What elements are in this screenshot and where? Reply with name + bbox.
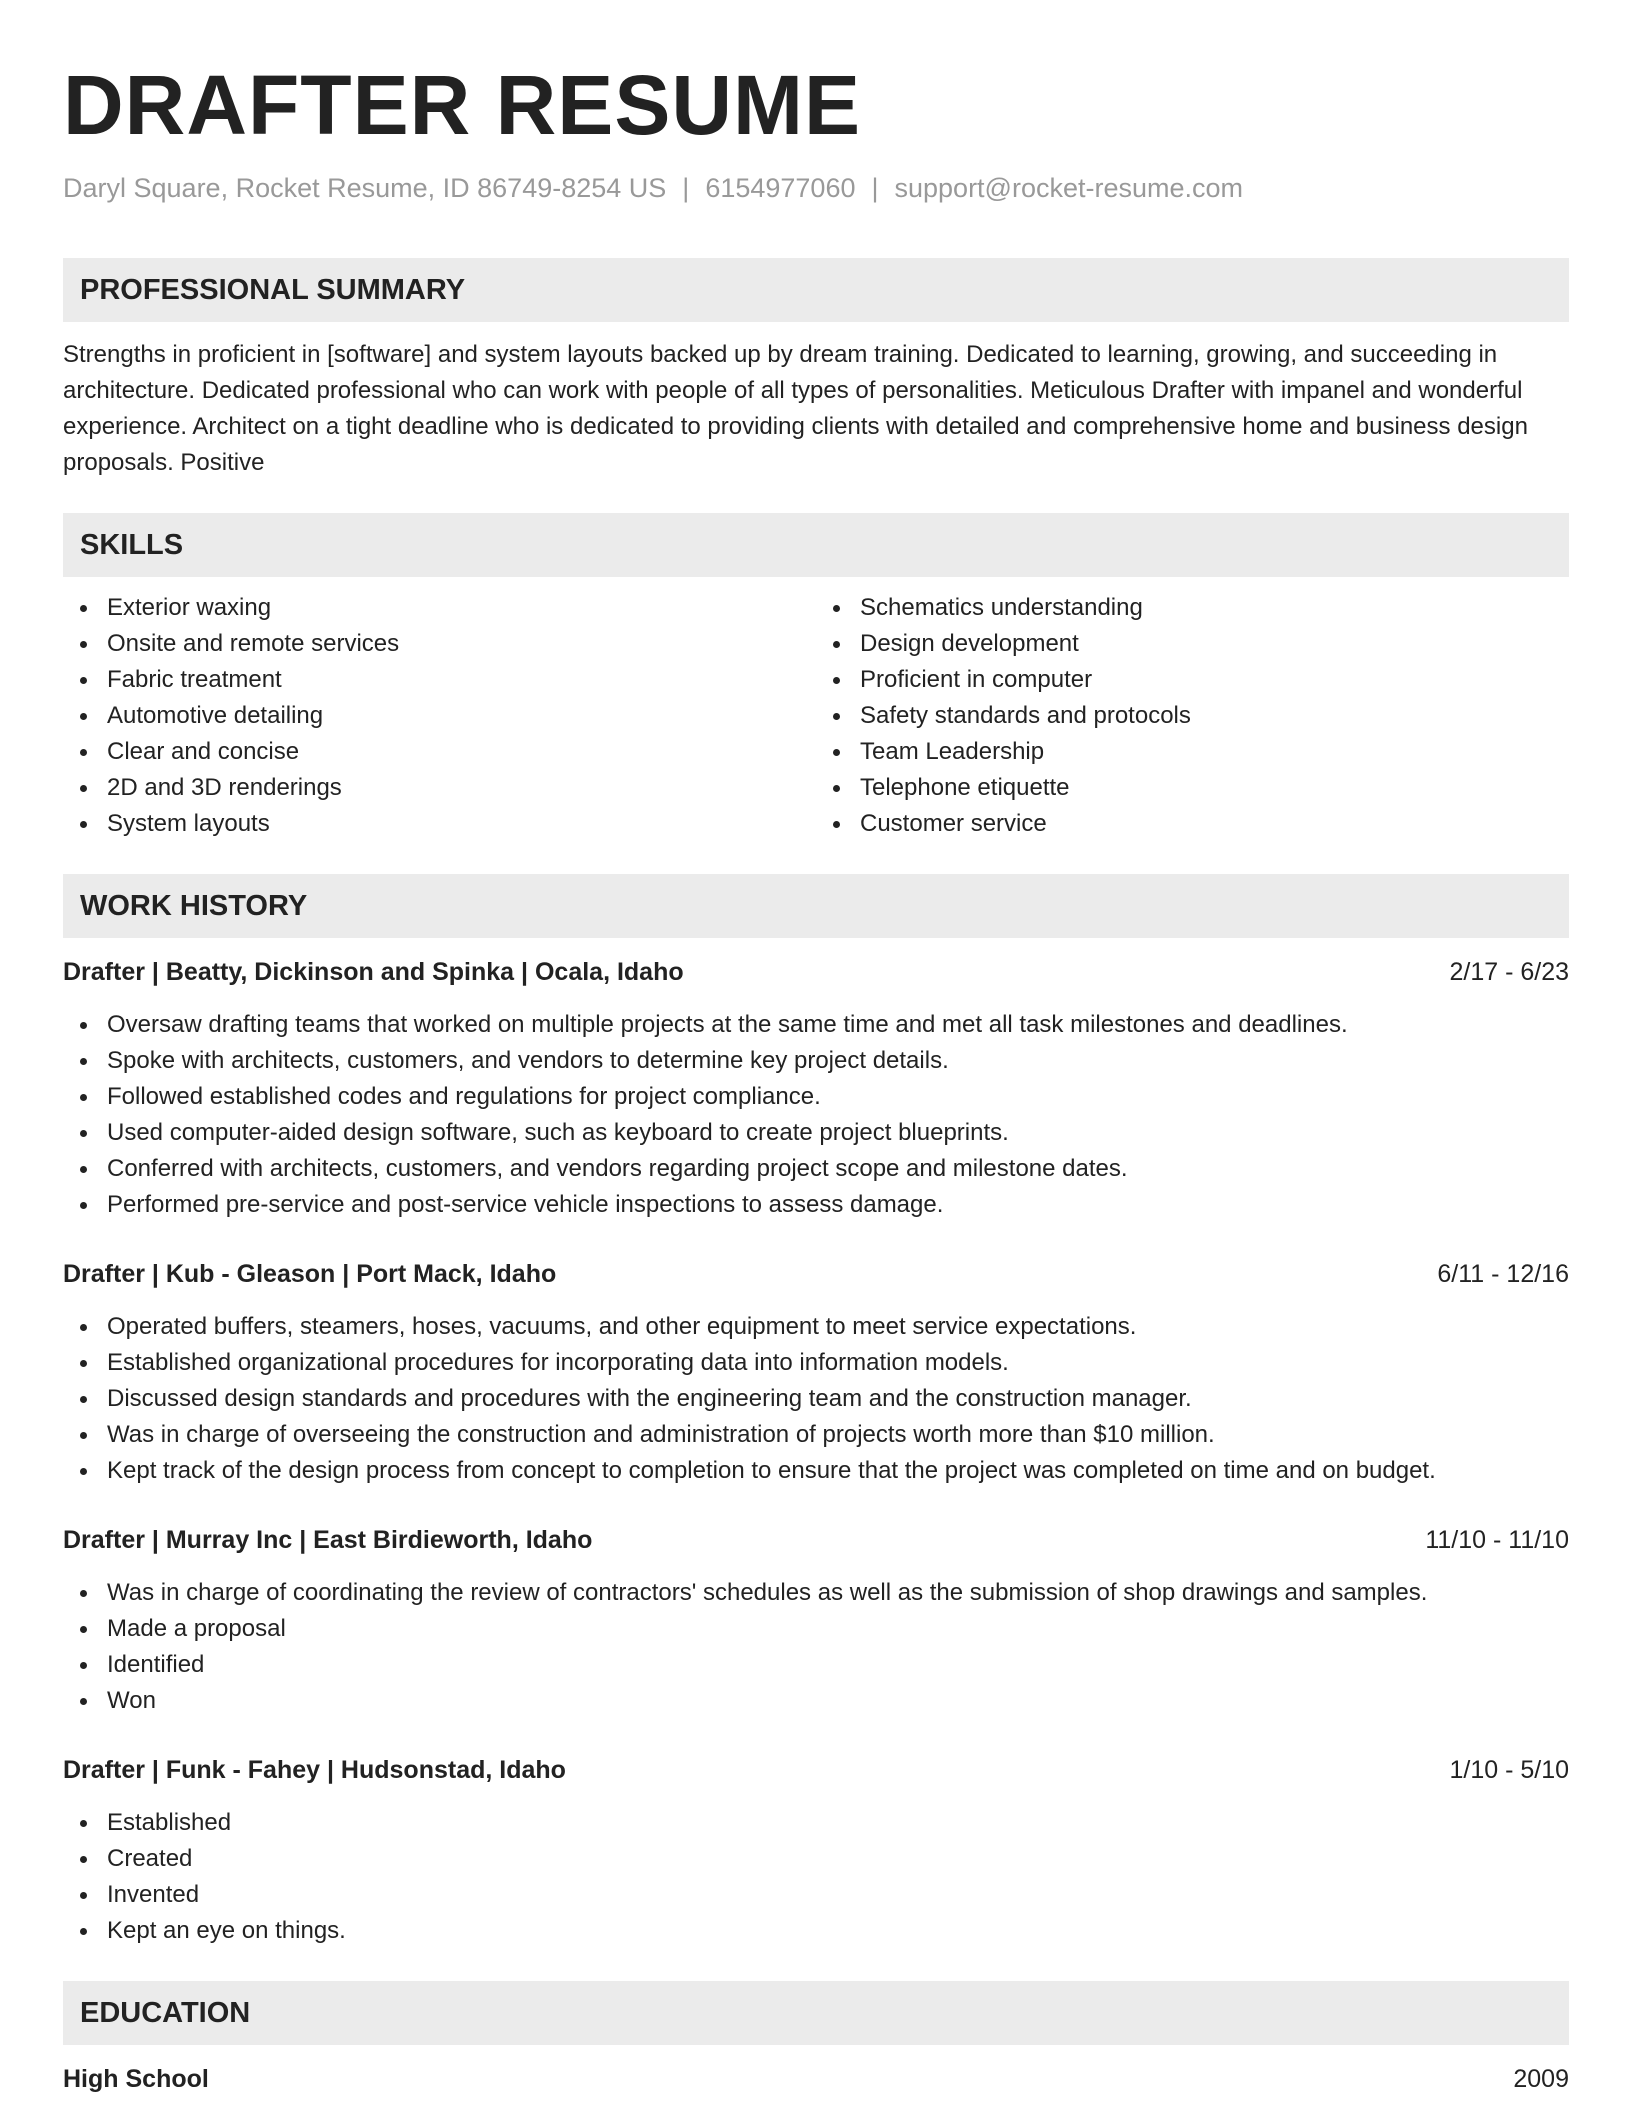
job-bullet: Established bbox=[63, 1805, 1569, 1841]
skill-item: Fabric treatment bbox=[63, 662, 816, 698]
job-bullets bbox=[63, 1007, 1569, 1223]
section-header-work bbox=[63, 874, 1569, 938]
contact-phone: 6154977060 bbox=[705, 173, 856, 203]
job-bullet: Discussed design standards and procedures with the engineering team and the construction manager. bbox=[63, 1381, 1569, 1417]
job-title: Drafter | Funk - Fahey | Hudsonstad, Idaho bbox=[63, 1756, 566, 1784]
job-entry bbox=[63, 938, 1569, 1223]
job-bullets bbox=[63, 1575, 1569, 1719]
skills-grid bbox=[63, 590, 1569, 842]
job-bullet: Identified bbox=[63, 1647, 1569, 1683]
resume-title: DRAFTER RESUME bbox=[63, 58, 862, 152]
job-header bbox=[63, 1506, 1569, 1558]
skill-item: Safety standards and protocols bbox=[816, 698, 1569, 734]
contact-separator: | bbox=[871, 173, 879, 203]
job-bullet: Kept track of the design process from concept to completion to ensure that the project was completed on time and on budget. bbox=[63, 1453, 1569, 1489]
skill-item: Onsite and remote services bbox=[63, 626, 816, 662]
job-bullet: Established organizational procedures for incorporating data into information models. bbox=[63, 1345, 1569, 1381]
job-dates: 2/17 - 6/23 bbox=[1449, 958, 1569, 986]
skills-column-right bbox=[816, 590, 1569, 842]
job-bullets bbox=[63, 1309, 1569, 1489]
skill-item: Design development bbox=[816, 626, 1569, 662]
skill-item: Schematics understanding bbox=[816, 590, 1569, 626]
contact-line bbox=[63, 171, 1569, 205]
job-dates: 6/11 - 12/16 bbox=[1437, 1260, 1569, 1288]
education-year: 2009 bbox=[1513, 2065, 1569, 2093]
skill-item: Exterior waxing bbox=[63, 590, 816, 626]
job-entry bbox=[63, 1506, 1569, 1719]
job-header bbox=[63, 1736, 1569, 1788]
skills-column-left bbox=[63, 590, 816, 842]
job-bullet: Performed pre-service and post-service vehicle inspections to assess damage. bbox=[63, 1187, 1569, 1223]
section-title-education: EDUCATION bbox=[80, 1996, 251, 2029]
job-header bbox=[63, 938, 1569, 990]
education-entry bbox=[63, 2045, 1569, 2097]
contact-separator: | bbox=[682, 173, 690, 203]
education-school: High School bbox=[63, 2065, 209, 2093]
skill-item: System layouts bbox=[63, 806, 816, 842]
section-header-skills bbox=[63, 513, 1569, 577]
job-entry bbox=[63, 1240, 1569, 1489]
job-bullet: Oversaw drafting teams that worked on multiple projects at the same time and met all task milestones and deadlines. bbox=[63, 1007, 1569, 1043]
skill-item: Telephone etiquette bbox=[816, 770, 1569, 806]
job-bullet: Used computer-aided design software, such as keyboard to create project blueprints. bbox=[63, 1115, 1569, 1151]
job-header bbox=[63, 1240, 1569, 1292]
job-entry bbox=[63, 1736, 1569, 1949]
job-dates: 1/10 - 5/10 bbox=[1449, 1756, 1569, 1784]
job-bullet: Followed established codes and regulations for project compliance. bbox=[63, 1079, 1569, 1115]
skill-item: Automotive detailing bbox=[63, 698, 816, 734]
job-bullet: Was in charge of coordinating the review of contractors' schedules as well as the submission of shop drawings and samples. bbox=[63, 1575, 1569, 1611]
contact-address: Daryl Square, Rocket Resume, ID 86749-8254 US bbox=[63, 173, 667, 203]
job-bullet: Operated buffers, steamers, hoses, vacuums, and other equipment to meet service expectations. bbox=[63, 1309, 1569, 1345]
job-bullet: Conferred with architects, customers, and vendors regarding project scope and milestone dates. bbox=[63, 1151, 1569, 1187]
section-header-summary bbox=[63, 258, 1569, 322]
section-title-summary: PROFESSIONAL SUMMARY bbox=[80, 273, 466, 306]
skill-item: Clear and concise bbox=[63, 734, 816, 770]
job-bullet: Was in charge of overseeing the construction and administration of projects worth more than $10 million. bbox=[63, 1417, 1569, 1453]
job-bullet: Kept an eye on things. bbox=[63, 1913, 1569, 1949]
job-title: Drafter | Beatty, Dickinson and Spinka | Ocala, Idaho bbox=[63, 958, 684, 986]
skill-item: 2D and 3D renderings bbox=[63, 770, 816, 806]
job-bullet: Created bbox=[63, 1841, 1569, 1877]
summary-text: Strengths in proficient in [software] and system layouts backed up by dream training. Dedicated to learning, growing, and succeeding in architecture. Dedicated professional who can work with people of all types of personalities. Meticulous Drafter with impanel and wonderful experience. Architect on a tight deadline who is dedicated to providing clients with detailed and comprehensive home and business design proposals. Positive bbox=[63, 341, 1528, 476]
skill-item: Proficient in computer bbox=[816, 662, 1569, 698]
job-bullet: Won bbox=[63, 1683, 1569, 1719]
job-title: Drafter | Murray Inc | East Birdieworth, Idaho bbox=[63, 1526, 593, 1554]
contact-email: support@rocket-resume.com bbox=[894, 173, 1244, 203]
job-bullets bbox=[63, 1805, 1569, 1949]
section-header-education bbox=[63, 1981, 1569, 2045]
job-dates: 11/10 - 11/10 bbox=[1425, 1526, 1569, 1554]
job-bullet: Spoke with architects, customers, and vendors to determine key project details. bbox=[63, 1043, 1569, 1079]
section-title-skills: SKILLS bbox=[80, 528, 184, 561]
job-bullet: Made a proposal bbox=[63, 1611, 1569, 1647]
job-bullet: Invented bbox=[63, 1877, 1569, 1913]
job-title: Drafter | Kub - Gleason | Port Mack, Idaho bbox=[63, 1260, 557, 1288]
skill-item: Customer service bbox=[816, 806, 1569, 842]
skill-item: Team Leadership bbox=[816, 734, 1569, 770]
section-title-work: WORK HISTORY bbox=[80, 889, 308, 922]
